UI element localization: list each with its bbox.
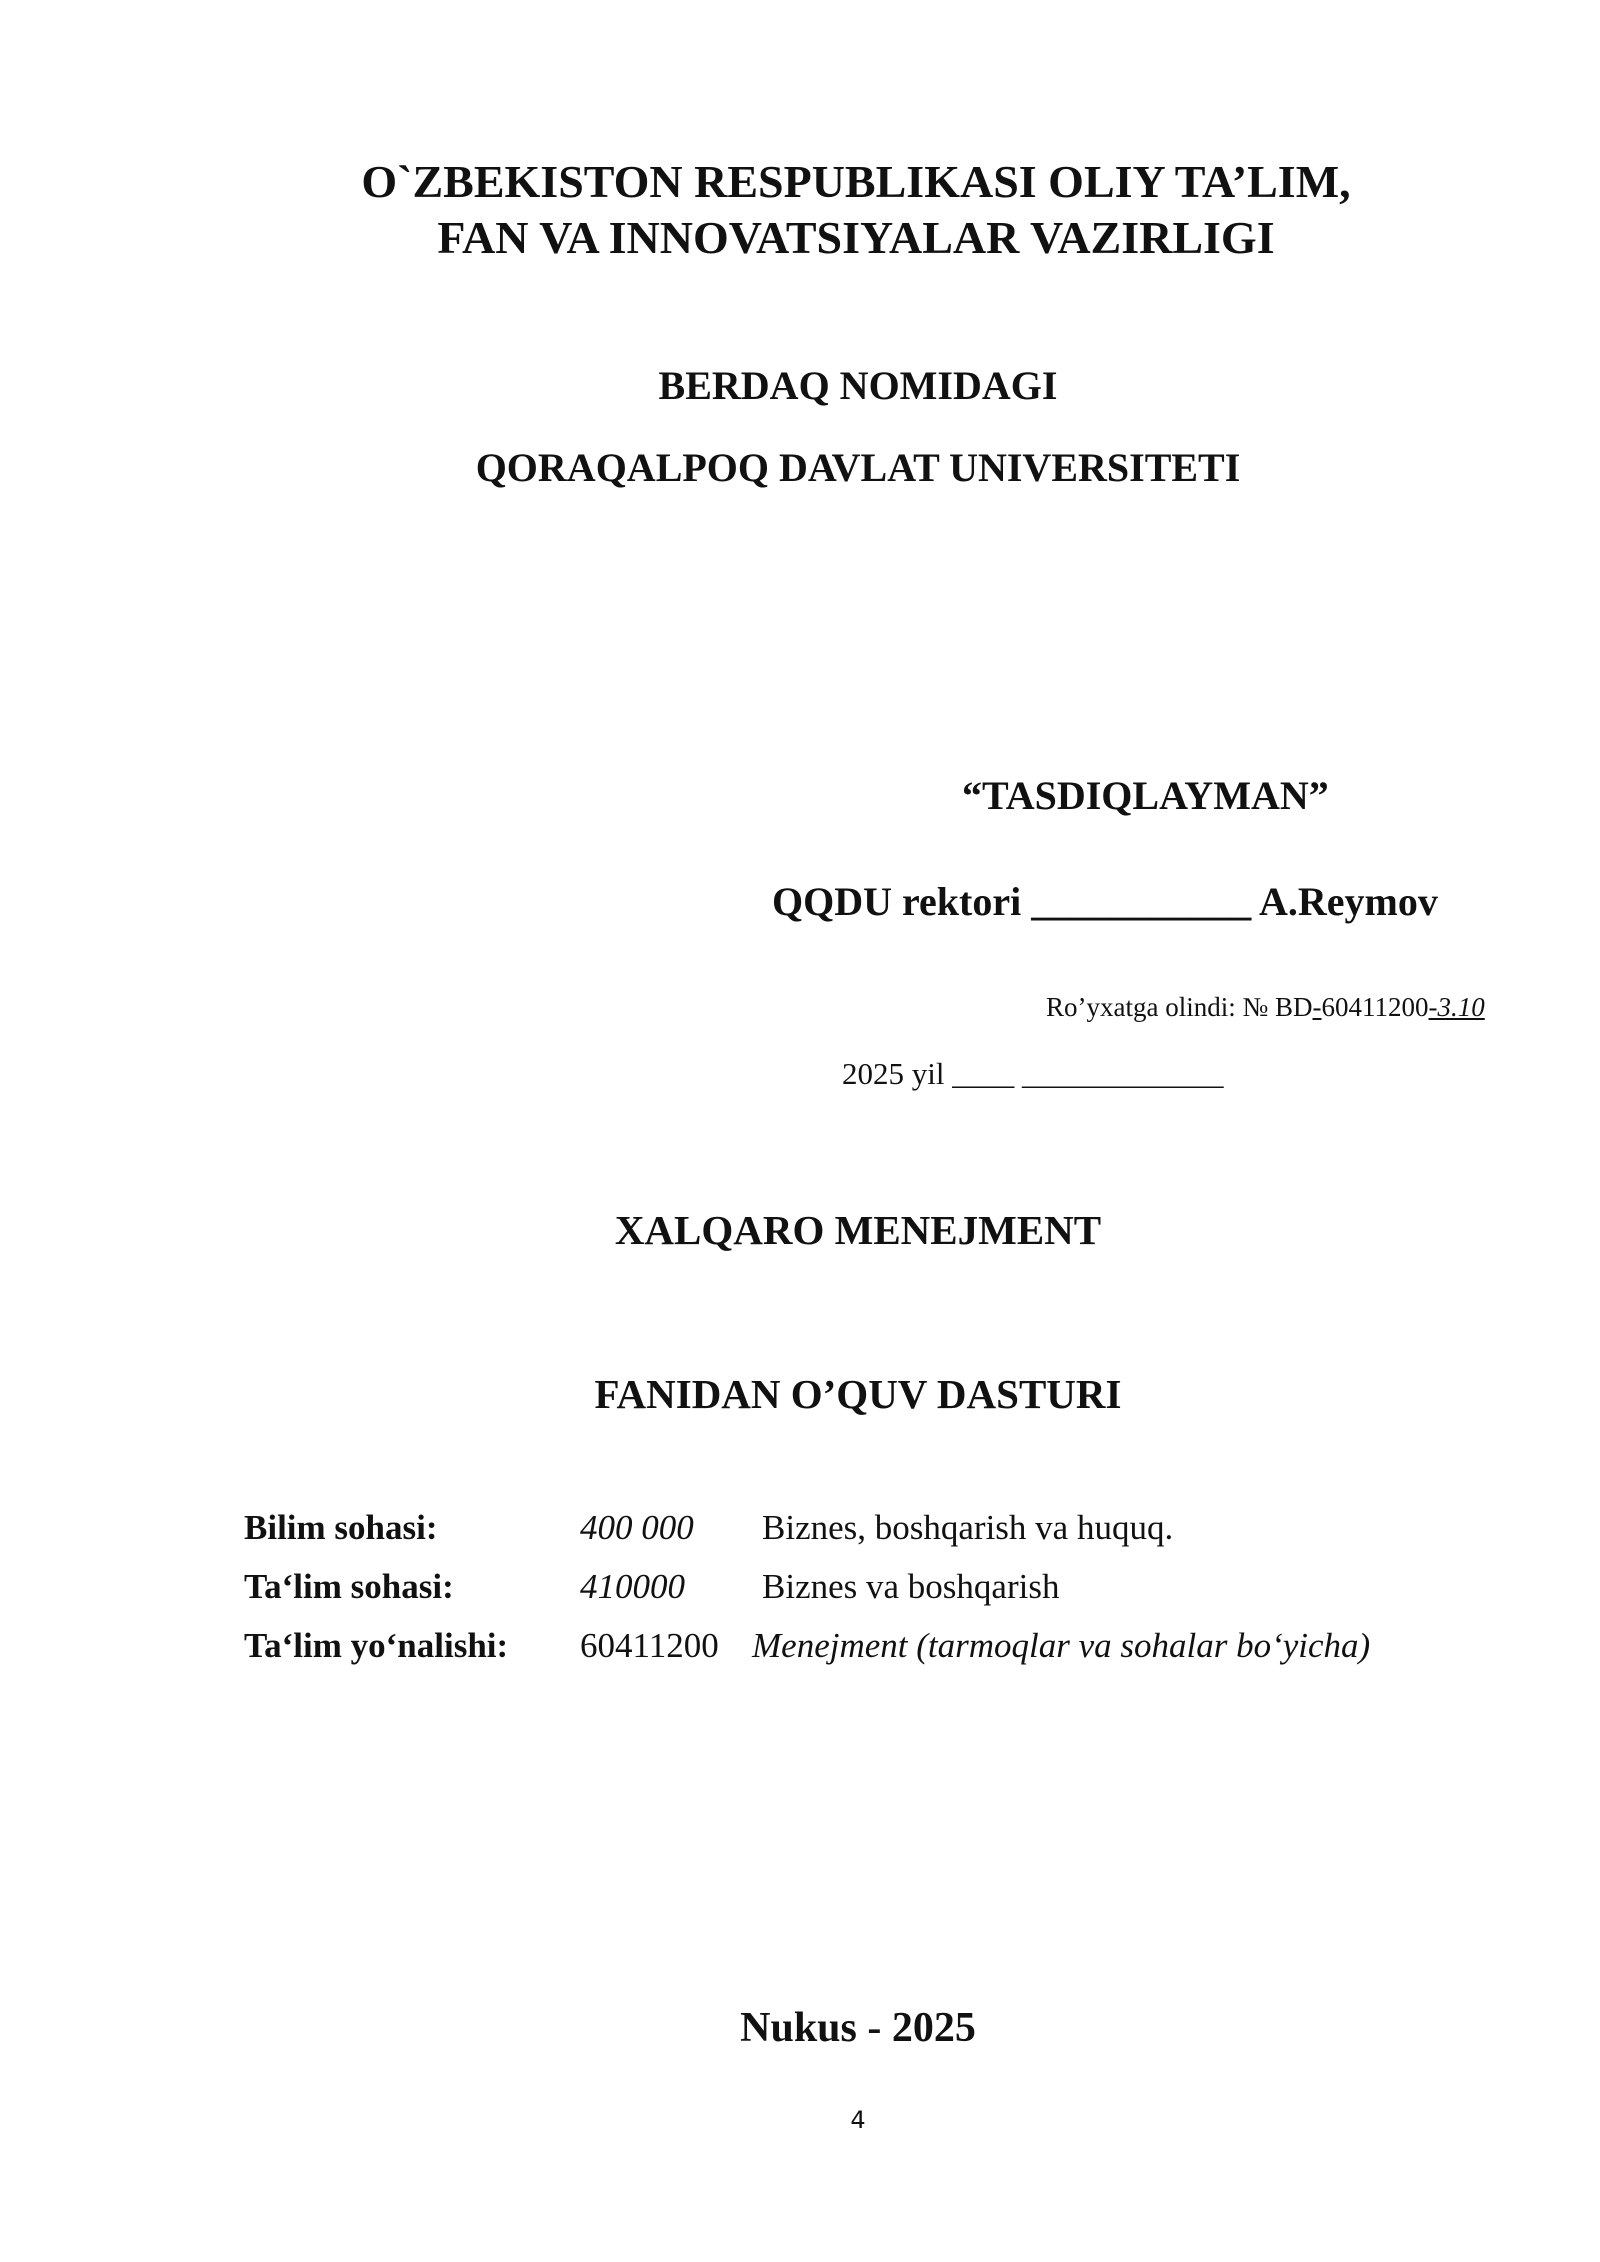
city-year: Nukus - 2025 — [740, 2005, 976, 2051]
university-title-line1: BERDAQ NOMIDAGI — [658, 363, 1058, 408]
rector-line — [772, 878, 1438, 925]
info-label-bilim-sohasi: Bilim sohasi: — [244, 1508, 438, 1547]
rector-name: A.Reymov — [1259, 879, 1438, 924]
info-name-bilim-sohasi: Biznes, boshqarish va huquq. — [762, 1508, 1174, 1547]
page-number: 4 — [850, 2106, 866, 2134]
registration-line — [1046, 992, 1485, 1023]
ministry-title-line1: O`ZBEKISTON RESPUBLIKASI OLIY TA’LIM, — [361, 156, 1351, 207]
signature-line: ___________ — [1031, 879, 1252, 924]
registration-dash: - — [1312, 992, 1322, 1022]
rector-label: QQDU rektori — [772, 879, 1022, 924]
info-name-talim-sohasi: Biznes va boshqarish — [762, 1567, 1060, 1606]
registration-prefix: Ro’yxatga olindi: № BD — [1046, 992, 1313, 1022]
registration-suffix: -3.10 — [1428, 992, 1485, 1022]
info-label-talim-sohasi: Ta‘lim sohasi: — [244, 1567, 454, 1606]
info-name-talim-yonalishi: Menejment (tarmoqlar va sohalar bo‘yicha) — [752, 1626, 1371, 1665]
ministry-title-line2: FAN VA INNOVATSIYALAR VAZIRLIGI — [437, 212, 1275, 263]
info-code-talim-yonalishi: 60411200 — [580, 1626, 719, 1665]
registration-number: 60411200 — [1321, 992, 1429, 1022]
info-code-talim-sohasi: 410000 — [580, 1567, 685, 1606]
subject-title: XALQARO MENEJMENT — [614, 1207, 1102, 1253]
approval-title: “TASDIQLAYMAN” — [962, 773, 1329, 818]
info-label-talim-yonalishi: Ta‘lim yo‘nalishi: — [244, 1626, 509, 1665]
university-title-line2: QORAQALPOQ DAVLAT UNIVERSITETI — [475, 445, 1241, 490]
year-line: 2025 yil ____ _____________ — [842, 1056, 1224, 1091]
info-code-bilim-sohasi: 400 000 — [580, 1508, 694, 1547]
document-type-title: FANIDAN O’QUV DASTURI — [594, 1371, 1122, 1417]
